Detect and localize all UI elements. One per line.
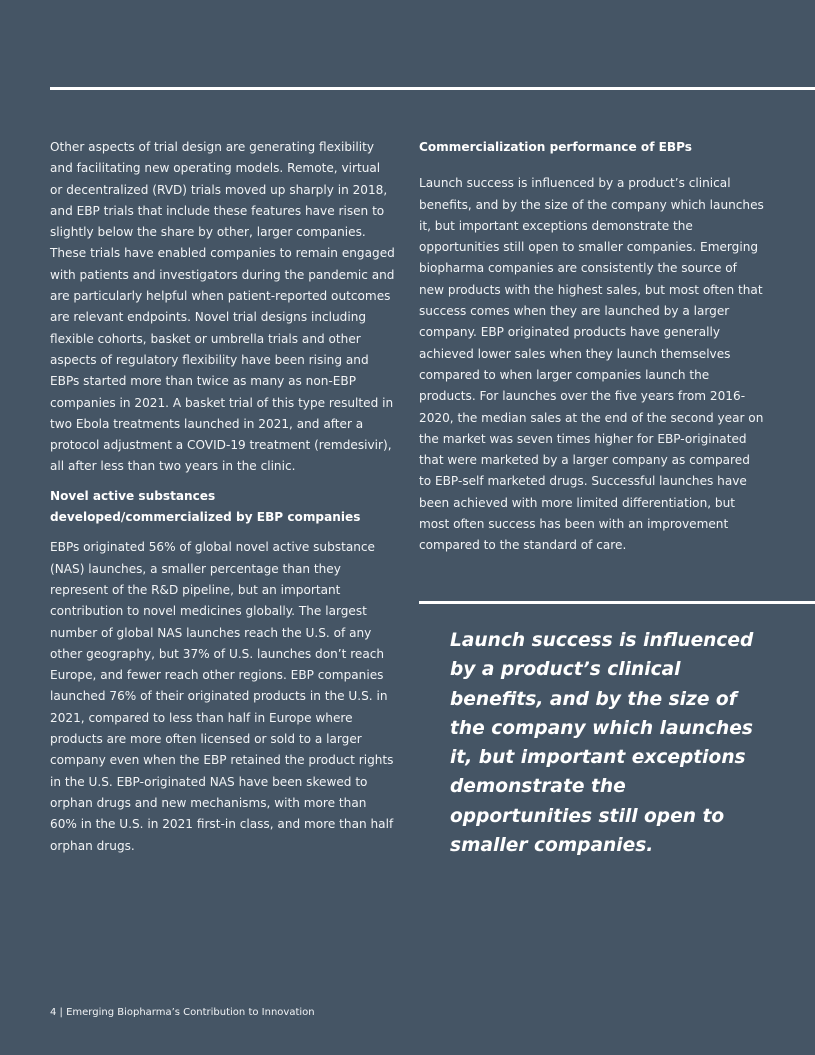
section-heading-commercialization: Commercialization performance of EBPs bbox=[419, 140, 692, 154]
top-divider bbox=[50, 87, 815, 90]
left-paragraph-nas: EBPs originated 56% of global novel active substance (NAS) launches, a smaller percentage than they represent of the R&D pipeline, but an important contribution to novel medicines globally. The largest number of global NAS launches reach the U.S. of any other geography, but 37% of U.S. launches don’t reach Europe, and fewer reach other regions. EBP companies launched 76% of their originated products in the U.S. in 2021, compared to less than half in Europe where products are more often licensed or sold to a larger company even when the EBP retained the product rights in the U.S. EBP-originated NAS have been skewed to orphan drugs and new mechanisms, with more than 60% in the U.S. in 2021 first-in class, and more than half orphan drugs. bbox=[50, 540, 394, 853]
right-paragraph-commercialization: Launch success is influenced by a product’s clinical benefits, and by the size of the company which launches it, but important exceptions demonstrate the opportunities still open to smaller companies. Emerging biopharma companies are consistently the source of new products with the highest sales, but most often that success comes when they are launched by a larger company. EBP originated products have generally achieved lower sales when they launch themselves compared to when larger companies launch the products. For launches over the five years from 2016-2020, the median sales at the end of the second year on the market was seven times higher for EBP-originated that were marketed by a larger company as compared to EBP-self marketed drugs. Successful launches have been achieved with more limited differentiation, but most often success has been with an improvement compared to the standard of care. bbox=[419, 176, 764, 553]
pull-quote: Launch success is influenced by a product’s clinical benefits, and by the size of the company which launches it, but important exceptions demonstrate the opportunities still open to smaller companies. bbox=[450, 630, 754, 857]
section-heading-nas: Novel active substances developed/commercialized by EBP companies bbox=[50, 488, 361, 525]
left-column bbox=[50, 137, 395, 857]
right-column bbox=[419, 137, 765, 557]
pull-quote-divider bbox=[419, 601, 815, 604]
left-paragraph-trial-design: Other aspects of trial design are generating flexibility and facilitating new operating models. Remote, virtual or decentralized (RVD) trials moved up sharply in 2018, and EBP trials that include these features have risen to slightly below the share by other, larger companies. These trials have enabled companies to remain engaged with patients and investigators during the pandemic and are particularly helpful when patient-reported outcomes are relevant endpoints. Novel trial designs including flexible cohorts, basket or umbrella trials and other aspects of regulatory flexibility have been rising and EBPs started more than twice as many as non-EBP companies in 2021. A basket trial of this type resulted in two Ebola treatments launched in 2021, and after a protocol adjustment a COVID-19 treatment (remdesivir), all after less than two years in the clinic. bbox=[50, 140, 395, 474]
page-footer: 4 | Emerging Biopharma’s Contribution to Innovation bbox=[50, 1007, 315, 1018]
